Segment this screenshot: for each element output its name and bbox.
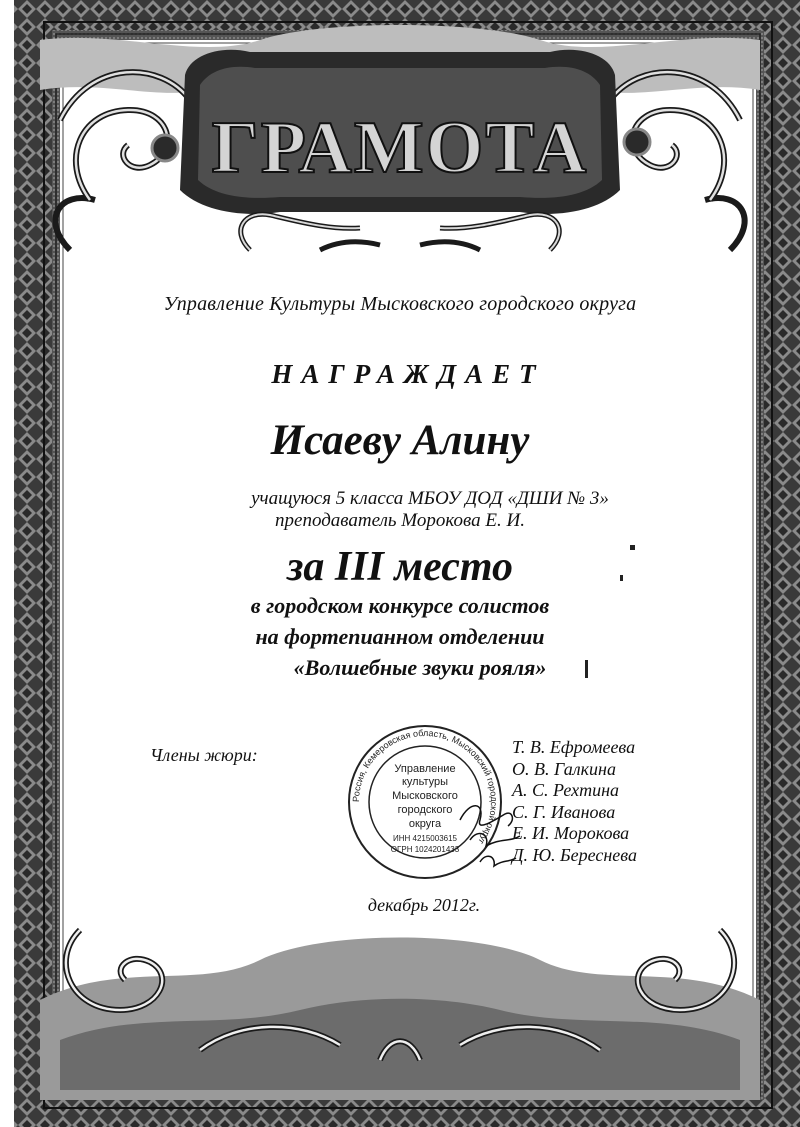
contest-line-2: на фортепианном отделении xyxy=(255,624,545,649)
jury-list xyxy=(512,737,637,866)
recipient-name: Исаеву Алину xyxy=(270,417,530,464)
jury-member: Т. В. Ефромеева xyxy=(512,737,636,757)
teacher-line: преподаватель Морокова Е. И. xyxy=(275,510,525,531)
place-heading: за III место xyxy=(286,544,514,590)
stamp-line-2: культуры xyxy=(401,776,449,788)
jury-member: Д. Ю. Береснева xyxy=(512,844,637,865)
awards-heading: НАГРАЖДАЕТ xyxy=(271,359,545,389)
jury-label: Члены жюри: xyxy=(150,745,258,765)
issuer-line: Управление Культуры Мысковского городского округа xyxy=(163,293,637,315)
certificate-title: ГРАМОТА xyxy=(211,107,589,189)
issue-date: декабрь 2012г. xyxy=(367,895,481,915)
stamp-inn: ИНН 4215003615 xyxy=(392,834,458,843)
contest-line-1: в городском конкурсе солистов xyxy=(250,593,550,618)
contest-line-3: «Волшебные звуки рояля» xyxy=(293,655,547,680)
jury-member: О. В. Галкина xyxy=(512,758,616,779)
student-line: учащуюся 5 класса МБОУ ДОД «ДШИ № 3» xyxy=(251,488,609,509)
stamp-line-3: Мысковского xyxy=(392,790,458,802)
stamp-line-4: городского xyxy=(397,804,453,816)
stamp-line-1: Управление xyxy=(394,763,456,775)
stamp-ogrn: ОГРН 1024201433 xyxy=(390,845,460,854)
title-plate xyxy=(0,0,800,260)
jury-member: Е. И. Морокова xyxy=(512,823,630,843)
jury-member: С. Г. Иванова xyxy=(512,801,616,822)
stamp-ring-text: Россия, Кемеровская область, Мысковский городской округ xyxy=(350,727,500,847)
jury-member: А. С. Рехтина xyxy=(512,780,620,800)
stamp-line-5: округа xyxy=(408,818,442,830)
